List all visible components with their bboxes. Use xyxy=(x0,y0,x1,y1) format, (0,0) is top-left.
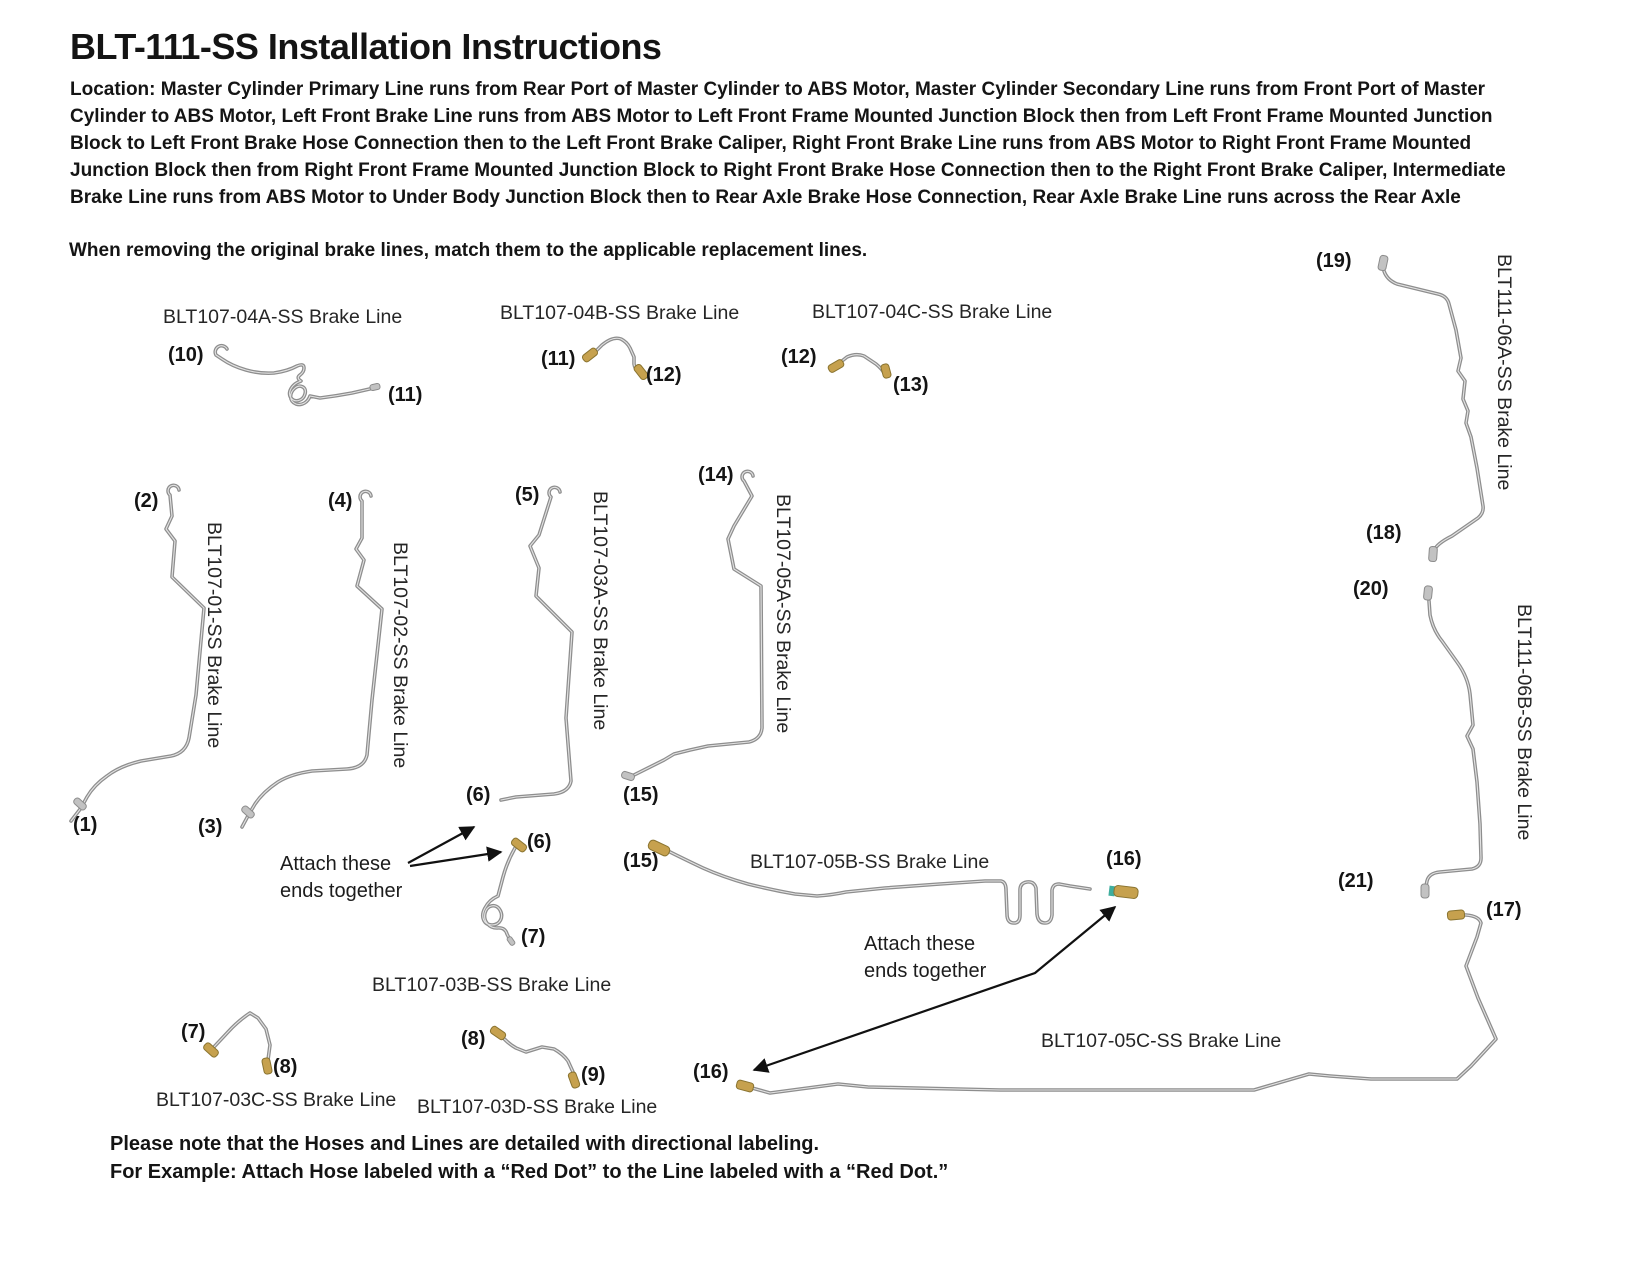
callout-20: (20) xyxy=(1353,578,1389,600)
brass-fitting xyxy=(1447,910,1465,920)
callout-6-a: (6) xyxy=(466,784,491,806)
callout-1: (1) xyxy=(73,814,98,836)
callout-13: (13) xyxy=(893,374,929,396)
callout-3: (3) xyxy=(198,816,223,838)
line-blt111-06a-drawing xyxy=(1384,271,1483,556)
steel-fitting xyxy=(1378,255,1389,271)
brass-fitting xyxy=(827,359,845,374)
brass-fitting xyxy=(261,1057,272,1074)
callout-11-a: (11) xyxy=(388,384,423,406)
callout-11-b: (11) xyxy=(541,348,576,370)
footer-note-line1: Please note that the Hoses and Lines are detailed with directional labeling. xyxy=(110,1133,820,1155)
line-blt111-06b-drawing xyxy=(1426,601,1481,886)
part-label-blt107-05c: BLT107-05C-SS Brake Line xyxy=(1041,1030,1282,1052)
callout-7-a: (7) xyxy=(521,926,546,948)
line-blt107-04c-drawing xyxy=(837,355,887,374)
steel-fitting xyxy=(369,383,380,391)
line-blt107-04a-drawing xyxy=(215,346,374,405)
intro-note: When removing the original brake lines, match them to the applicable replacement lines. xyxy=(69,240,868,261)
attach-note-right xyxy=(864,931,986,985)
steel-fitting xyxy=(1423,586,1432,601)
callout-12-b: (12) xyxy=(781,346,817,368)
line-blt111-06b-highlight xyxy=(1426,601,1481,886)
steel-fitting xyxy=(621,771,636,782)
callout-12-a: (12) xyxy=(646,364,682,386)
callout-9: (9) xyxy=(581,1064,606,1086)
part-label-blt107-02: BLT107-02-SS Brake Line xyxy=(389,542,411,769)
steel-fitting xyxy=(506,936,515,946)
line-blt107-01-drawing xyxy=(71,485,204,821)
brass-fitting xyxy=(568,1071,581,1089)
callout-19: (19) xyxy=(1316,250,1352,272)
line-blt107-03d-highlight xyxy=(500,1034,574,1077)
line-blt107-03a-drawing xyxy=(501,487,572,800)
callout-18: (18) xyxy=(1366,522,1402,544)
callout-8-b: (8) xyxy=(461,1028,486,1050)
attach-note-left-line1: Attach these xyxy=(280,853,392,875)
line-blt107-04b-highlight xyxy=(592,338,640,372)
callout-10: (10) xyxy=(168,344,204,366)
attach-note-left xyxy=(280,851,402,905)
footer-note-line2: For Example: Attach Hose labeled with a “Red Dot” to the Line labeled with a “Red Dot.” xyxy=(110,1161,949,1183)
line-fittings xyxy=(72,255,1464,1093)
part-label-blt107-05a: BLT107-05A-SS Brake Line xyxy=(772,494,794,734)
part-label-blt107-01: BLT107-01-SS Brake Line xyxy=(203,522,225,749)
line-blt107-03a-highlight xyxy=(501,487,572,800)
attach-note-right-line1: Attach these xyxy=(864,933,976,955)
line-blt107-01-highlight xyxy=(71,485,204,821)
callout-21: (21) xyxy=(1338,870,1374,892)
brass-fitting xyxy=(880,363,891,379)
part-label-blt107-03c: BLT107-03C-SS Brake Line xyxy=(156,1089,397,1111)
callout-15-b: (15) xyxy=(623,850,659,872)
steel-fitting xyxy=(1428,546,1437,562)
part-label-blt107-03a: BLT107-03A-SS Brake Line xyxy=(589,491,611,731)
part-label-blt111-06b: BLT111-06B-SS Brake Line xyxy=(1513,604,1535,841)
brass-fitting xyxy=(1113,885,1138,899)
brass-fitting xyxy=(736,1079,755,1092)
callout-4: (4) xyxy=(328,490,353,512)
line-blt107-04a-highlight xyxy=(215,346,374,405)
attach-note-left-line2: ends together xyxy=(280,880,403,902)
line-blt107-03c-drawing xyxy=(213,1013,270,1060)
callout-2: (2) xyxy=(134,490,159,512)
steel-fitting xyxy=(1421,884,1429,898)
line-blt107-05a-highlight xyxy=(632,471,762,776)
brass-fitting xyxy=(489,1025,507,1041)
callout-14: (14) xyxy=(698,464,734,486)
callout-8-a: (8) xyxy=(273,1056,298,1078)
part-label-blt107-04a: BLT107-04A-SS Brake Line xyxy=(163,306,403,328)
location-paragraph: Location: Master Cylinder Primary Line runs from Rear Port of Master Cylinder to ABS Motor, Master Cylinder Secondary Line runs from Front Port of Master Cylinder to ABS Motor, Left Front Brake Line runs from ABS Motor to Left Front Frame Mounted Junction Block then from Left Front Frame Mounted Junction Block to Left Front Brake Hose Connection then to the Left Front Brake Caliper, Right Front Brake Line runs from ABS Motor to Right Front Frame Mounted Junction Block then from Right Front Frame Mounted Junction Block to Right Front Brake Hose Connection then to the Right Front Brake Caliper, Intermediate Brake Line runs from ABS Motor to Under Body Junction Block then to Rear Axle Brake Hose Connection, Rear Axle Brake Line runs across the Rear Axle xyxy=(70,79,1506,208)
callout-16-a: (16) xyxy=(1106,848,1142,870)
page-title: BLT-111-SS Installation Instructions xyxy=(70,26,662,67)
part-label-blt107-03d: BLT107-03D-SS Brake Line xyxy=(417,1096,658,1118)
part-label-blt107-03b: BLT107-03B-SS Brake Line xyxy=(372,974,612,996)
callout-15-a: (15) xyxy=(623,784,659,806)
part-label-blt107-05b: BLT107-05B-SS Brake Line xyxy=(750,851,990,873)
attach-note-right-line2: ends together xyxy=(864,960,987,982)
line-blt107-02-drawing xyxy=(242,491,382,827)
brass-fitting xyxy=(581,347,599,363)
callout-6-b: (6) xyxy=(527,831,552,853)
callout-7-b: (7) xyxy=(181,1021,206,1043)
part-label-blt107-04c: BLT107-04C-SS Brake Line xyxy=(812,301,1053,323)
part-label-blt111-06a: BLT111-06A-SS Brake Line xyxy=(1493,254,1515,491)
callout-16-b: (16) xyxy=(693,1061,729,1083)
line-blt107-05a-drawing xyxy=(632,471,762,776)
callout-17: (17) xyxy=(1486,899,1522,921)
callout-5: (5) xyxy=(515,484,540,506)
part-label-blt107-04b: BLT107-04B-SS Brake Line xyxy=(500,302,740,324)
